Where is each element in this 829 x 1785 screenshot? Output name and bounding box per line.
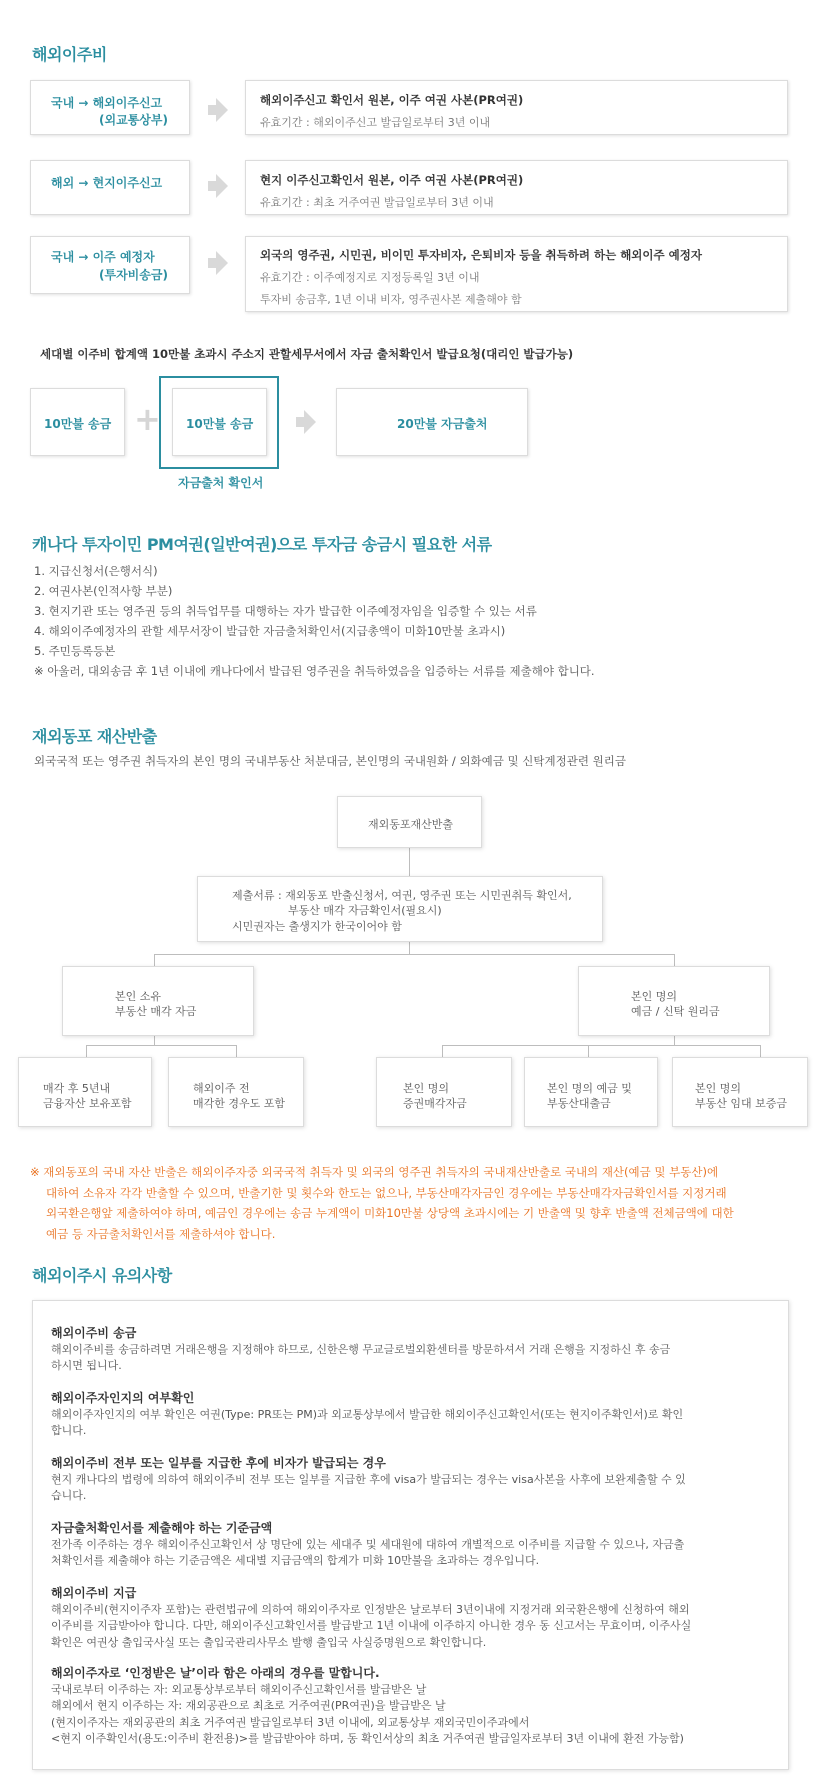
row1-left-line2: (외교통상부) — [99, 113, 168, 127]
tree-docs-line3: 시민권자는 출생지가 한국이어야 함 — [232, 920, 402, 933]
caution-text: 합니다. — [51, 1424, 87, 1437]
row3-doc-title: 외국의 영주권, 시민권, 비이민 투자비자, 은퇴비자 등을 취득하려 하는 해외이주 예정자 — [260, 248, 702, 262]
caution-heading: 해외이주비 지급 — [51, 1586, 137, 1600]
plus-icon: + — [134, 400, 161, 438]
section3-subtitle: 외국국적 또는 영주권 취득자의 본인 명의 국내부동산 처분대금, 본인명의 국내원화 / 외화예금 및 신탁계정관련 원리금 — [34, 754, 626, 768]
row2-doc-title: 현지 이주신고확인서 원본, 이주 여권 사본(PR여권) — [260, 173, 524, 187]
list-item: 1. 지급신청서(은행서식) — [34, 564, 158, 578]
tree-leaf-node — [524, 1057, 658, 1127]
tree-leaf-node — [168, 1057, 304, 1127]
caution-text: 습니다. — [51, 1489, 87, 1502]
tree-connector — [674, 1035, 675, 1045]
note-line: ※ 재외동포의 국내 자산 반출은 해외이주자중 외국국적 취득자 및 외국의 영주권 취득자의 국내재산반출로 국내의 재산(예금 및 부동산)에 — [30, 1165, 719, 1179]
caution-item — [51, 1520, 769, 1570]
tree-right-title1: 본인 명의 — [631, 990, 678, 1003]
row3-left-box — [30, 236, 190, 294]
tree-leaf-line2: 금융자산 보유포함 — [43, 1097, 132, 1110]
flow-b-caption: 자금출처 확인서 — [178, 476, 264, 490]
caution-item — [51, 1455, 769, 1505]
row1-doc-box — [245, 80, 788, 135]
row2-doc-line: 유효기간 : 최초 거주여권 발급일로부터 3년 이내 — [260, 196, 494, 209]
tree-connector — [154, 1035, 155, 1045]
arrow-right-icon — [216, 98, 228, 122]
list-item: ※ 아울러, 대외송금 후 1년 이내에 캐나다에서 발급된 영주권을 취득하였음을 입증하는 서류를 제출해야 합니다. — [34, 664, 595, 678]
arrow-right-icon — [304, 410, 316, 434]
arrow-right-icon — [216, 174, 228, 198]
caution-heading: 해외이주자인지의 여부확인 — [51, 1391, 195, 1405]
row3-doc-box — [245, 236, 788, 312]
note-line: 외국환은행앞 제출하여야 하며, 예금인 경우에는 송금 누계액이 미화10만불 상당액 초과시에는 기 반출액 및 향후 반출액 전체금액에 대한 — [46, 1206, 734, 1220]
flow-c-label: 20만불 자금출처 — [397, 417, 488, 431]
tree-connector — [86, 1045, 87, 1057]
flow-a-label: 10만불 송금 — [44, 417, 112, 431]
caution-text: 현지 캐나다의 법령에 의하여 해외이주비 전부 또는 일부를 지급한 후에 visa가 발급되는 경우는 visa사본을 사후에 보완제출할 수 있 — [51, 1472, 686, 1486]
row1-left-line1: 국내 → 해외이주신고 — [51, 96, 163, 110]
tree-leaf-line1: 매각 후 5년내 — [43, 1082, 111, 1095]
tree-left-branch-node — [62, 966, 254, 1036]
note-line: 대하여 소유자 각각 반출할 수 있으며, 반출기한 및 횟수와 한도는 없으나, 부동산매각자금인 경우에는 부동산매각자금확인서를 지정거래 — [46, 1185, 727, 1200]
row1-doc-line: 유효기간 : 해외이주신고 발급일로부터 3년 이내 — [260, 116, 491, 129]
tree-docs-node — [197, 876, 603, 942]
arrow-right-icon — [216, 251, 228, 275]
caution-text: 확인은 여권상 출입국사실 또는 출입국관리사무소 발행 출입국 사실증명원으로 확인합니다. — [51, 1635, 487, 1649]
caution-item — [51, 1585, 769, 1651]
caution-text: 전가족 이주하는 경우 해외이주신고확인서 상 명단에 있는 세대주 및 세대원에 대하여 개별적으로 이주비를 지급할 수 있으나, 자금출 — [51, 1537, 685, 1551]
caution-heading: 해외이주비 전부 또는 일부를 지급한 후에 비자가 발급되는 경우 — [51, 1456, 386, 1470]
tree-right-branch-node — [578, 966, 770, 1036]
tree-connector — [588, 1045, 589, 1057]
caution-heading: 자금출처확인서를 제출해야 하는 기준금액 — [51, 1521, 273, 1535]
caution-text: 해외에서 현지 이주하는 자: 재외공관으로 최초로 거주여권(PR여권)을 발급받은 날 — [51, 1699, 446, 1712]
tree-left-title2: 부동산 매각 자금 — [115, 1005, 197, 1018]
tree-leaf-line1: 해외이주 전 — [193, 1082, 250, 1095]
row2-left-line1: 해외 → 현지이주신고 — [51, 176, 163, 190]
tree-root-node — [337, 796, 482, 848]
caution-text: 국내로부터 이주하는 자: 외교통상부로부터 해외이주신고확인서를 발급받은 날 — [51, 1682, 427, 1696]
caution-text: <현지 이주확인서(용도:이주비 환전용)>를 발급받아야 하며, 동 확인서상의 최초 거주여권 발급일자로부터 3년 이내에 환전 가능함) — [51, 1732, 684, 1745]
caution-text: 이주비를 지급받아야 합니다. 다만, 해외이주신고확인서를 발급받고 1년 이내에 이주하지 아니한 경우 동 신고서는 무효이며, 이주사실 — [51, 1619, 692, 1632]
caution-text: 해외이주자인지의 여부 확인은 여권(Type: PR또는 PM)과 외교통상부에서 발급한 해외이주신고확인서(또는 현지이주확인서)로 확인 — [51, 1407, 684, 1421]
tree-leaf-node — [18, 1057, 152, 1127]
tree-connector — [236, 1045, 237, 1057]
row1-doc-title: 해외이주신고 확인서 원본, 이주 여권 사본(PR여권) — [260, 93, 524, 107]
tree-connector — [442, 1045, 443, 1057]
row3-left-line1: 국내 → 이주 예정자 — [51, 250, 155, 264]
section3-note — [30, 1162, 820, 1244]
caution-item — [51, 1665, 769, 1748]
caution-text: 해외이주비를 송금하려면 거래은행을 지정해야 하므로, 신한은행 무교글로벌외환센터를 방문하셔서 거래 은행을 지정하신 후 송금 — [51, 1342, 671, 1356]
caution-heading: 해외이주비 송금 — [51, 1326, 137, 1340]
tree-leaf-line2: 부동산 임대 보증금 — [695, 1097, 788, 1110]
tree-leaf-line2: 매각한 경우도 포함 — [193, 1097, 286, 1110]
tree-docs-line1: 제출서류 : 재외동포 반출신청서, 여권, 영주권 또는 시민권취득 확인서, — [232, 889, 572, 902]
caution-text: 처확인서를 제출해야 하는 기준금액은 세대별 지급금액의 합계가 미화 10만불을 초과하는 경우입니다. — [51, 1554, 540, 1567]
tree-leaf-line1: 본인 명의 — [403, 1082, 450, 1095]
list-item: 4. 해외이주예정자의 관할 세무서장이 발급한 자금출처확인서(지급총액이 미화10만불 초과시) — [34, 624, 506, 638]
tree-leaf-line2: 부동산대출금 — [547, 1097, 611, 1110]
list-item: 5. 주민등록등본 — [34, 644, 116, 658]
flow-b-label: 10만불 송금 — [186, 417, 254, 431]
flow-box-a — [30, 388, 125, 456]
flow-box-b — [172, 388, 267, 456]
tree-leaf-line1: 본인 명의 — [695, 1082, 742, 1095]
caution-heading: 해외이주자로 ‘인정받은 날’이라 함은 아래의 경우를 말합니다. — [51, 1666, 380, 1680]
caution-item — [51, 1390, 769, 1440]
tree-docs-line2: 부동산 매각 자금확인서(필요시) — [288, 904, 442, 917]
row3-doc-line2: 투자비 송금후, 1년 이내 비자, 영주권사본 제출해야 함 — [260, 293, 522, 306]
row2-left-box — [30, 160, 190, 215]
caution-text: 하시면 됩니다. — [51, 1359, 122, 1372]
row1-left-box — [30, 80, 190, 135]
tree-connector — [442, 1045, 760, 1046]
tree-connector — [760, 1045, 761, 1057]
tree-root-label: 재외동포재산반출 — [368, 818, 454, 831]
section1-notice: 세대별 이주비 합계액 10만불 초과시 주소지 관할세무서에서 자금 출처확인서 발급요청(대리인 발급가능) — [40, 347, 574, 361]
section2-title: 캐나다 투자이민 PM여권(일반여권)으로 투자금 송금시 필요한 서류 — [32, 535, 492, 554]
tree-leaf-node — [376, 1057, 512, 1127]
section2-list — [34, 561, 595, 681]
flow-box-c — [336, 388, 528, 456]
row3-left-line2: (투자비송금) — [99, 268, 168, 282]
caution-item — [51, 1325, 769, 1375]
tree-connector — [409, 940, 410, 954]
list-item: 2. 여권사본(인적사항 부분) — [34, 584, 173, 598]
section1-title: 해외이주비 — [32, 45, 107, 64]
row2-doc-box — [245, 160, 788, 215]
note-line: 예금 등 자금출처확인서를 제출하셔야 합니다. — [46, 1226, 276, 1241]
tree-leaf-node — [672, 1057, 808, 1127]
tree-connector — [86, 1045, 236, 1046]
tree-connector — [409, 848, 410, 878]
tree-left-title1: 본인 소유 — [115, 990, 162, 1003]
list-item: 3. 현지기관 또는 영주권 등의 취득업무를 대행하는 자가 발급한 이주예정자임을 입증할 수 있는 서류 — [34, 604, 537, 618]
caution-text: 해외이주비(현지이주자 포함)는 관련법규에 의하여 해외이주자로 인정받은 날로부터 3년이내에 지정거래 외국환은행에 신청하여 해외 — [51, 1602, 690, 1616]
section4-title: 해외이주시 유의사항 — [32, 1266, 172, 1285]
section3-title: 재외동포 재산반출 — [32, 727, 157, 746]
tree-leaf-line1: 본인 명의 예금 및 — [547, 1082, 632, 1095]
caution-text: (현지이주자는 재외공관의 최초 거주여권 발급일로부터 3년 이내에, 외교통상부 재외국민이주과에서 — [51, 1715, 530, 1729]
cautions-box — [32, 1300, 789, 1770]
tree-right-title2: 예금 / 신탁 원리금 — [631, 1005, 720, 1018]
tree-connector — [154, 954, 674, 955]
tree-leaf-line2: 증권매각자금 — [403, 1097, 467, 1110]
row3-doc-line1: 유효기간 : 이주예정지로 지정등록일 3년 이내 — [260, 271, 480, 284]
